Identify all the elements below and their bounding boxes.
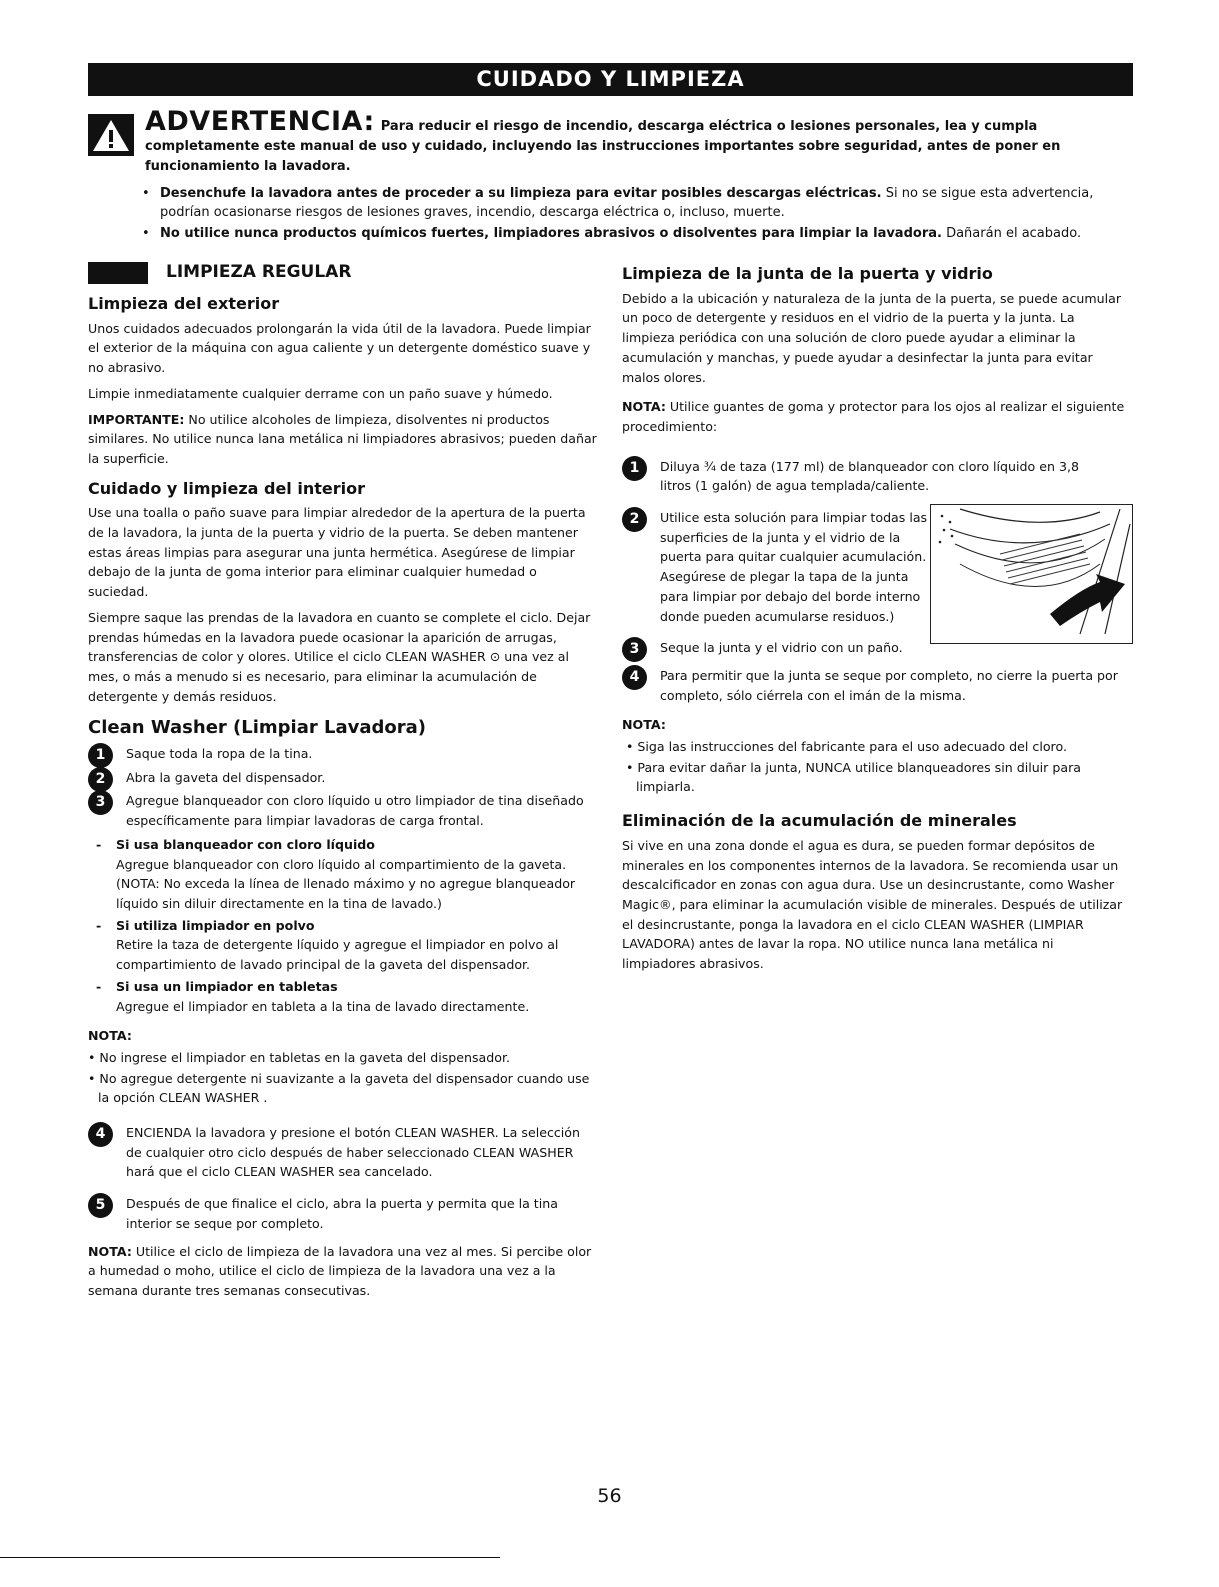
warning-bullet-text: Dañarán el acabado. [941, 226, 1082, 241]
step-number-icon: 5 [88, 1193, 113, 1218]
interior-p2: Siempre saque las prendas de la lavadora en cuanto se complete el ciclo. Dejar prendas húmedas en la lavadora puede ocasionar la aparición de arrugas, transferencias de color y olores. Utilice el ciclo CLEAN WASHER ⊙ una vez al mes, o más a menudo si es necesario, para eliminar la acumulación de detergente y demás residuos. [88, 609, 591, 704]
warning-header [145, 106, 1130, 177]
warning-word: ADVERTENCIA: [145, 106, 375, 137]
final-note-text: Utilice el ciclo de limpieza de la lavadora una vez al mes. Si percibe olor a humedad o moho, utilice el ciclo de limpieza de la lavadora una vez a la semana durante tres semanas consecutivas. [88, 1243, 592, 1298]
warning-bullet-bold: Desenchufe la lavadora antes de proceder a su limpieza para evitar posibles descargas eléctricas. [160, 186, 882, 201]
clean-step [88, 791, 598, 830]
gasket-step [622, 457, 1100, 496]
step-text: Diluya ¾ de taza (177 ml) de blanqueador con cloro líquido en 3,8 litros (1 galón) de agua templada/caliente. [660, 458, 1079, 494]
clean-step [88, 1123, 598, 1182]
step-number-icon: 1 [88, 743, 113, 768]
interior-p1: Use una toalla o paño suave para limpiar alrededor de la apertura de la puerta de la lavadora, la junta de la puerta y vidrio de la puerta. Se deben mantener estas áreas limpias para asegurar una junta hermética. Asegúrese de limpiar debajo de la junta de goma interior para eliminar cualquier humedad o suciedad. [88, 505, 586, 600]
warning-triangle-icon [88, 114, 134, 156]
important-text: No utilice alcoholes de limpieza, disolventes ni productos similares. No utilice nunca lana metálica ni limpiadores abrasivos; pueden dañar la superficie. [88, 411, 597, 466]
left-column [88, 262, 598, 1307]
step-text: ENCIENDA la lavadora y presione el botón CLEAN WASHER. La selección de cualquier otro ciclo después de haber seleccionado CLEAN WASHER hará que el ciclo CLEAN WASHER sea cancelado. [126, 1125, 580, 1180]
right-column [622, 264, 1130, 980]
interior-title: Cuidado y limpieza del interior [88, 478, 365, 498]
option-title: - Si usa un limpiador en tabletas [116, 977, 598, 997]
footer-rule [0, 1557, 500, 1558]
warning-bullet-text: Si no se sigue esta advertencia, podrían ocasionarse riesgos de lesiones graves, incendio, descarga eléctrica o, incluso, muerte. [160, 186, 1094, 220]
final-note-label: NOTA: [88, 1243, 132, 1259]
section-heading-bar [88, 262, 148, 284]
gasket-p1: Debido a la ubicación y naturaleza de la junta de la puerta, se puede acumular un poco de detergente y residuos en el vidrio de la puerta y la junta. La limpieza periódica con una solución de cloro puede ayudar a eliminar la acumulación y manchas, y puede ayudar a desinfectar la junta para evitar malos olores. [622, 290, 1122, 385]
gasket-nota-label: NOTA: [622, 399, 666, 415]
nota-item: • No ingrese el limpiador en tabletas en la gaveta del dispensador. [88, 1049, 511, 1065]
option-text: Retire la taza de detergente líquido y agregue el limpiador en polvo al compartimiento de lavado principal de la gaveta del dispensador. [116, 937, 559, 973]
nota-item: • Para evitar dañar la junta, NUNCA utilice blanqueadores sin diluir para limpiarla. [626, 759, 1081, 795]
section-heading-text: LIMPIEZA REGULAR [166, 262, 352, 283]
page-number: 56 [597, 1485, 622, 1507]
option-title: - Si usa blanqueador con cloro líquido [116, 835, 598, 855]
exterior-title: Limpieza del exterior [88, 294, 280, 313]
warning-bullet-bold: No utilice nunca productos químicos fuertes, limpiadores abrasivos o disolventes para limpiar la lavadora. [160, 226, 942, 241]
warning-bullet [128, 184, 1128, 222]
step-number-icon: 2 [622, 507, 647, 532]
warning-bullet [128, 224, 1128, 243]
gasket-nota [622, 397, 1130, 436]
exterior-p2: Limpie inmediatamente cualquier derrame con un paño suave y húmedo. [88, 385, 553, 401]
clean-step [88, 1194, 598, 1233]
nota-title: NOTA: [622, 717, 666, 733]
step-number-icon: 4 [88, 1122, 113, 1147]
step-text: Utilice esta solución para limpiar todas las superficies de la junta y el vidrio de la puerta para quitar cualquier acumulación. Asegúrese de plegar la tapa de la junta para limpiar por debajo del borde interno donde pueden acumularse residuos.) [660, 510, 928, 624]
warning-bullets [128, 184, 1128, 245]
step-number-icon: 3 [622, 637, 647, 662]
step-text: Agregue blanqueador con cloro líquido u otro limpiador de tina diseñado específicamente para limpiar lavadoras de carga frontal. [126, 793, 584, 829]
step-text: Abra la gaveta del dispensador. [126, 769, 326, 785]
option-title: - Si utiliza limpiador en polvo [116, 916, 598, 936]
step-number-icon: 2 [88, 767, 113, 792]
step-number-icon: 3 [88, 790, 113, 815]
exterior-p3 [88, 410, 598, 469]
step-text: Seque la junta y el vidrio con un paño. [660, 640, 903, 656]
nota-item: • Siga las instrucciones del fabricante para el uso adecuado del cloro. [626, 739, 1067, 755]
section-heading [88, 262, 598, 284]
bleach-options [88, 835, 598, 1016]
gasket-step [622, 508, 930, 626]
exterior-p1: Unos cuidados adecuados prolongarán la vida útil de la lavadora. Puede limpiar el exterior de la máquina con agua caliente y un detergente doméstico suave y no abrasivo. [88, 320, 591, 376]
warning-text: Para reducir el riesgo de incendio, descarga eléctrica o lesiones personales, lea y cumpla completamente este manual de uso y cuidado, incluyendo las instrucciones importantes sobre seguridad, antes de poner en funcionamiento la lavadora. [145, 119, 1061, 174]
door-gasket-illustration [930, 504, 1133, 644]
section-banner: CUIDADO Y LIMPIEZA [88, 63, 1133, 96]
clean-step [88, 744, 598, 764]
step-text: Saque toda la ropa de la tina. [126, 746, 313, 762]
gasket-title: Limpieza de la junta de la puerta y vidrio [622, 264, 993, 283]
minerals-text: Si vive en una zona donde el agua es dura, se pueden formar depósitos de minerales en los componentes internos de la lavadora. Se recomienda usar un descalcificador en zonas con agua dura. Use un desincrustante, como Washer Magic®, para eliminar la acumulación visible de minerales. Después de utilizar el desincrustante, ponga la lavadora en el ciclo CLEAN WASHER (LIMPIAR LAVADORA) antes de lavar la ropa. NO utilice nunca lana metálica ni limpiadores abrasivos. [622, 837, 1123, 972]
step-text: Después de que finalice el ciclo, abra la puerta y permita que la tina interior se seque por completo. [126, 1196, 558, 1231]
gasket-step [622, 666, 1130, 705]
final-note [88, 1242, 598, 1301]
option-text: Agregue el limpiador en tableta a la tina de lavado directamente. [116, 998, 530, 1014]
nota-title: NOTA: [88, 1028, 132, 1044]
gasket-nota-text: Utilice guantes de goma y protector para los ojos al realizar el siguiente procedimiento: [622, 399, 1125, 434]
clean-step [88, 768, 598, 788]
step-number-icon: 4 [622, 665, 647, 690]
nota-item: • No agregue detergente ni suavizante a la gaveta del dispensador cuando use la opción CLEAN WASHER . [88, 1070, 590, 1106]
clean-washer-title: Clean Washer (Limpiar Lavadora) [88, 717, 427, 739]
option-text: Agregue blanqueador con cloro líquido al compartimiento de la gaveta. (NOTA: No exceda la línea de llenado máximo y no agregue blanqueador líquido sin diluir directamente en la tina de lavado.) [116, 856, 576, 911]
step-text: Para permitir que la junta se seque por completo, no cierre la puerta por completo, sólo ciérrela con el imán de la misma. [660, 667, 1118, 703]
step-number-icon: 1 [622, 456, 647, 481]
important-label: IMPORTANTE: [88, 411, 185, 427]
minerals-title: Eliminación de la acumulación de minerales [622, 811, 1017, 831]
